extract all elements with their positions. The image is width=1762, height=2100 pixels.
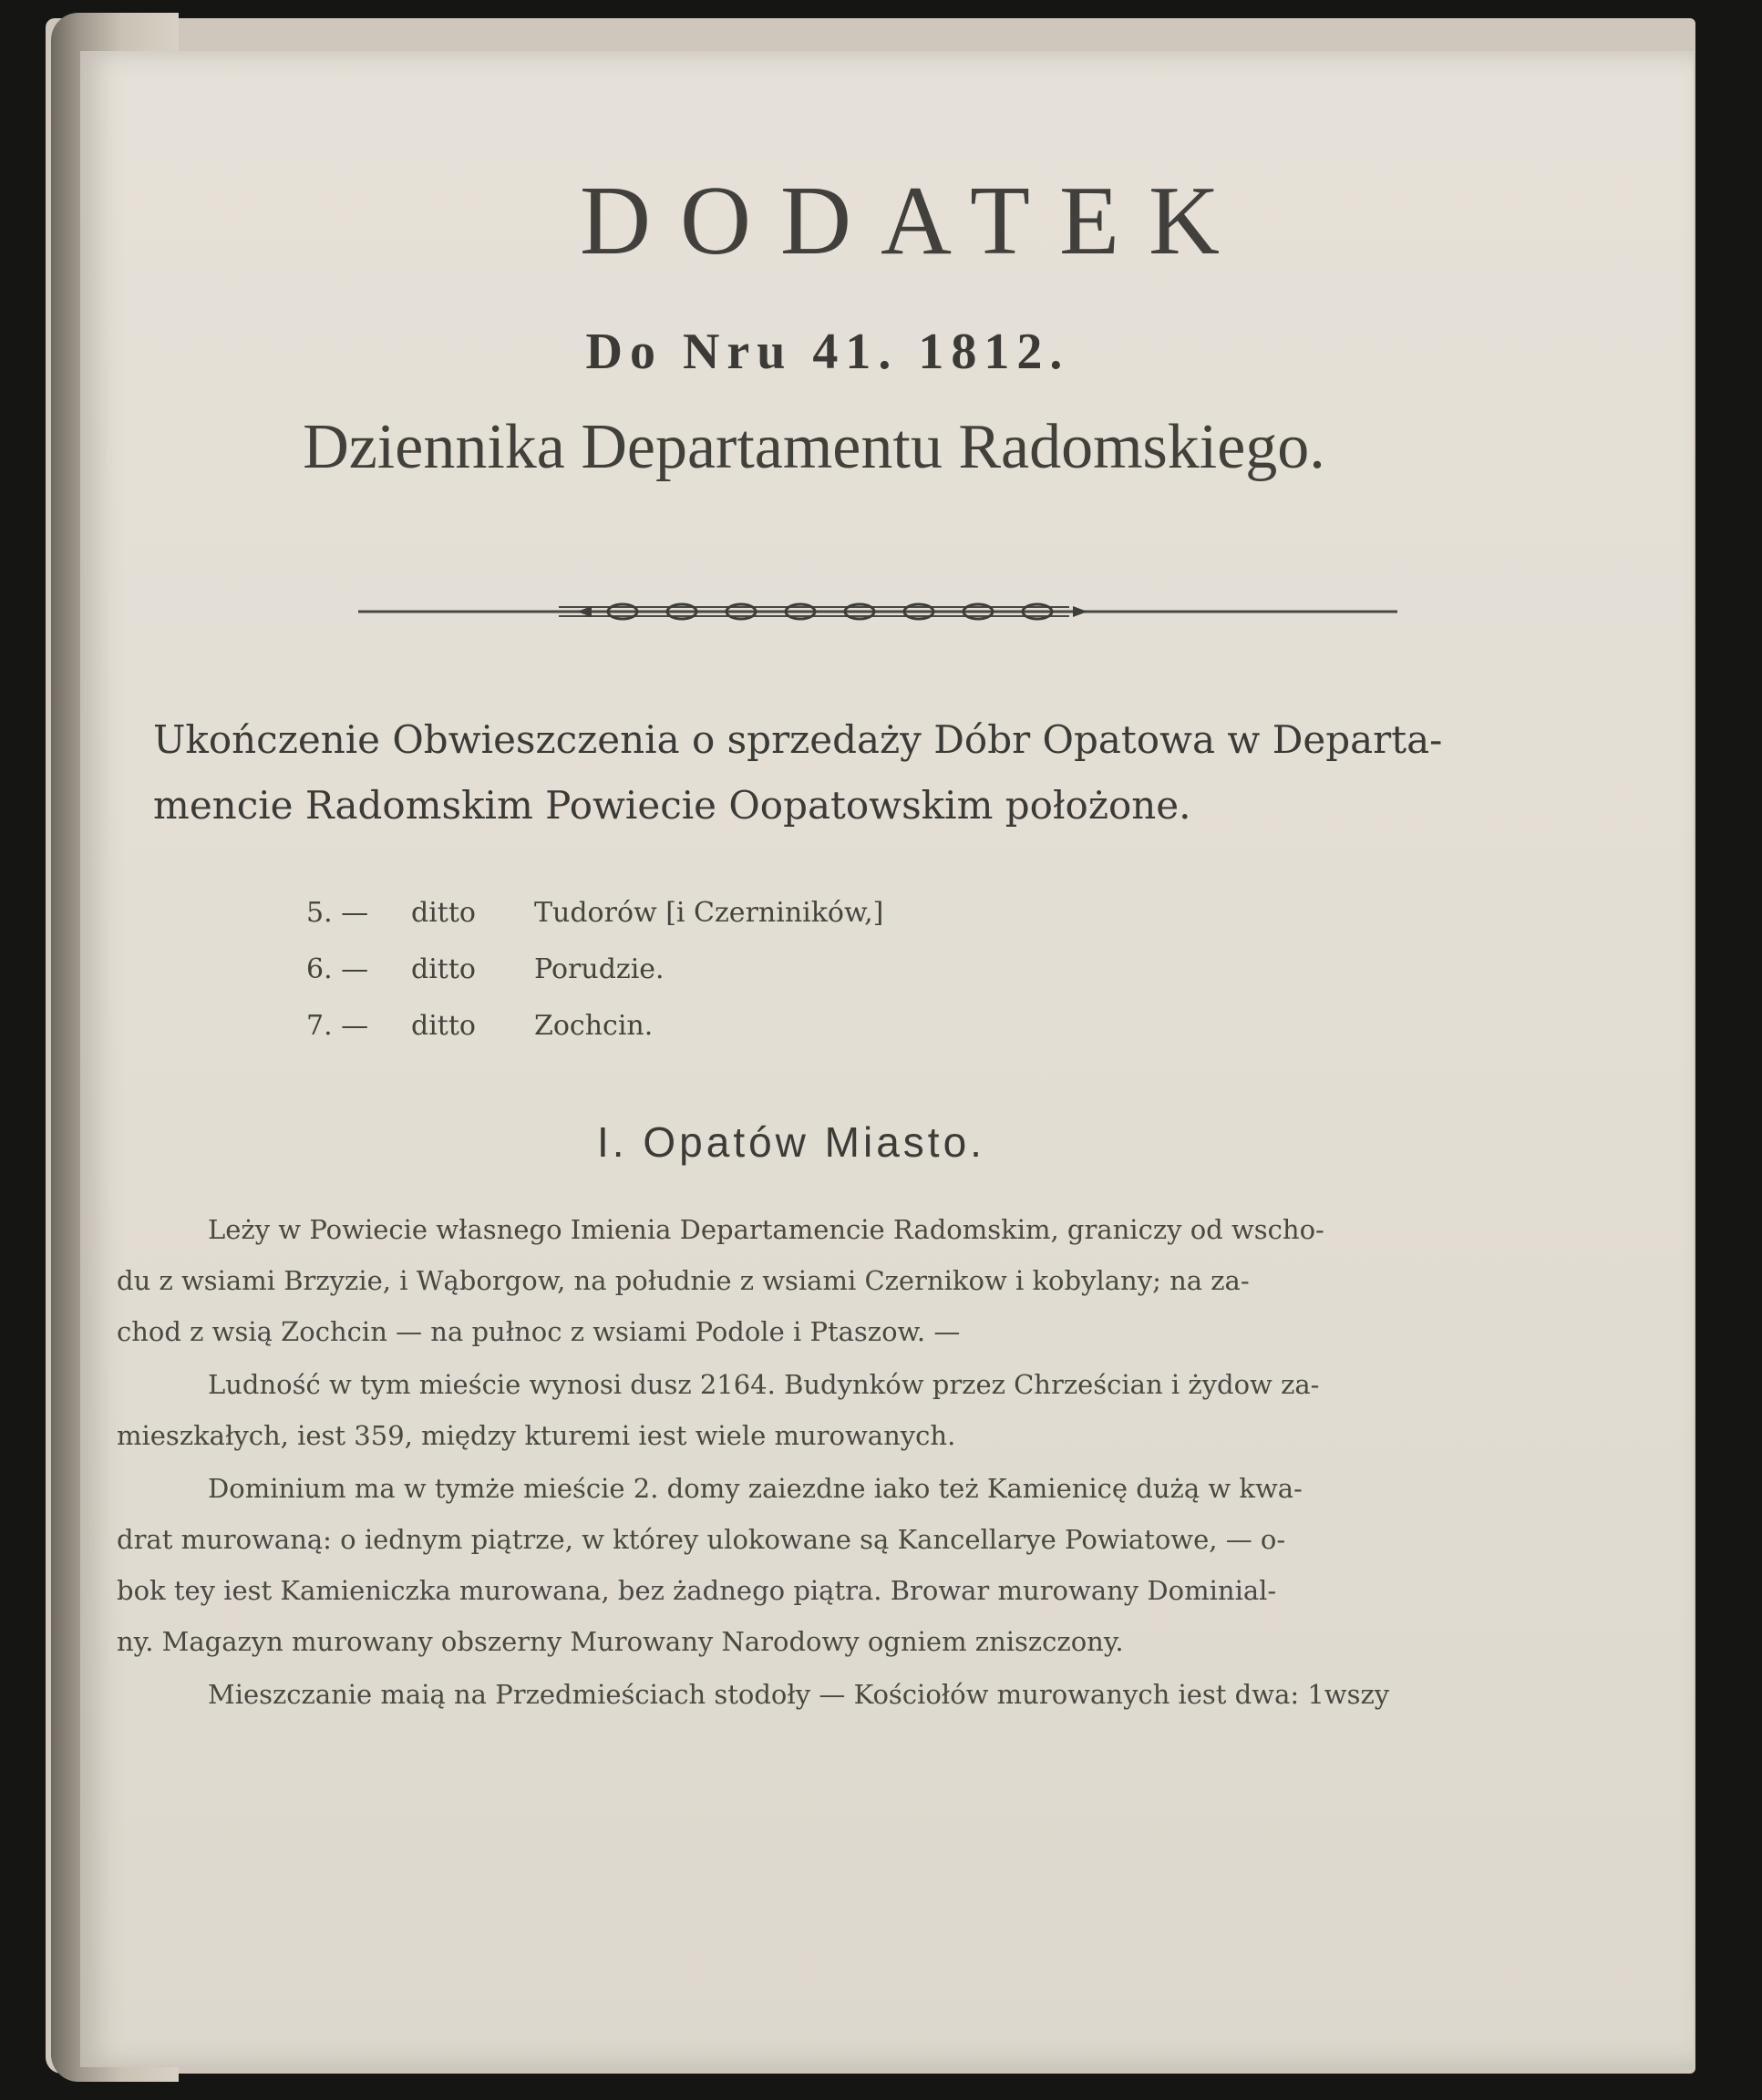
intro-line: mencie Radomskim Powiecie Oopatowskim położone. [153, 783, 1191, 828]
text-line: du z wsiami Brzyzie, i Wąborgow, na południe z wsiami Czernikow i kobylany; na za- [117, 1265, 1250, 1296]
text-line: bok tey iest Kamieniczka murowana, bez żadnego piątra. Browar murowany Dominial- [117, 1575, 1277, 1606]
text-line: Leży w Powiecie własnego Imienia Departamencie Radomskim, graniczy od wscho- [208, 1214, 1324, 1245]
text-line: mieszkałych, iest 359, między kturemi iest wiele murowanych. [117, 1420, 956, 1451]
ornament-divider-icon [358, 598, 1397, 625]
village-ditto: ditto [411, 897, 476, 929]
issue-number: Do Nru 41. 1812. [585, 324, 1070, 380]
intro-line: Ukończenie Obwieszczenia o sprzedaży Dóbr Opatowa w Departa- [153, 717, 1443, 762]
text-line: ny. Magazyn murowany obszerny Murowany Narodowy ogniem zniszczony. [117, 1626, 1124, 1657]
village-name: Zochcin. [534, 1010, 654, 1042]
section-heading: I. Opatów Miasto. [597, 1118, 985, 1166]
village-list [306, 885, 883, 1055]
village-name: Porudzie. [534, 953, 665, 985]
intro-notice [153, 707, 1612, 839]
text-line: Dominium ma w tymże mieście 2. domy zaiezdne iako też Kamienicę dużą w kwa- [208, 1473, 1303, 1504]
text-line: chod z wsią Zochcin — na pułnoc z wsiami Podole i Ptaszow. — [117, 1316, 961, 1347]
village-number: 5. — [306, 897, 369, 929]
paragraph [117, 1204, 1602, 1357]
journal-name: Dziennika Departamentu Radomskiego. [303, 412, 1325, 482]
paragraph [117, 1359, 1602, 1461]
paragraph [117, 1669, 1602, 1720]
village-row [306, 998, 883, 1055]
village-number: 6. — [306, 953, 369, 985]
text-line: Mieszczanie maią na Przedmieściach stodoły — Kościołów murowanych iest dwa: 1wszy [208, 1679, 1390, 1710]
page-title: DODATEK [580, 167, 1249, 275]
village-row [306, 885, 883, 942]
village-ditto: ditto [411, 1010, 476, 1042]
document-page [80, 51, 1694, 2067]
village-number: 7. — [306, 1010, 369, 1042]
village-ditto: ditto [411, 953, 476, 985]
body-text [117, 1204, 1602, 1722]
village-row [306, 942, 883, 998]
paragraph [117, 1463, 1602, 1667]
village-name: Tudorów [i Czerniników,] [534, 897, 884, 929]
text-line: drat murowaną: o iednym piątrze, w którey ulokowane są Kancellarye Powiatowe, — o- [117, 1524, 1286, 1555]
text-line: Ludność w tym mieście wynosi dusz 2164. Budynków przez Chrześcian i żydow za- [208, 1369, 1320, 1400]
